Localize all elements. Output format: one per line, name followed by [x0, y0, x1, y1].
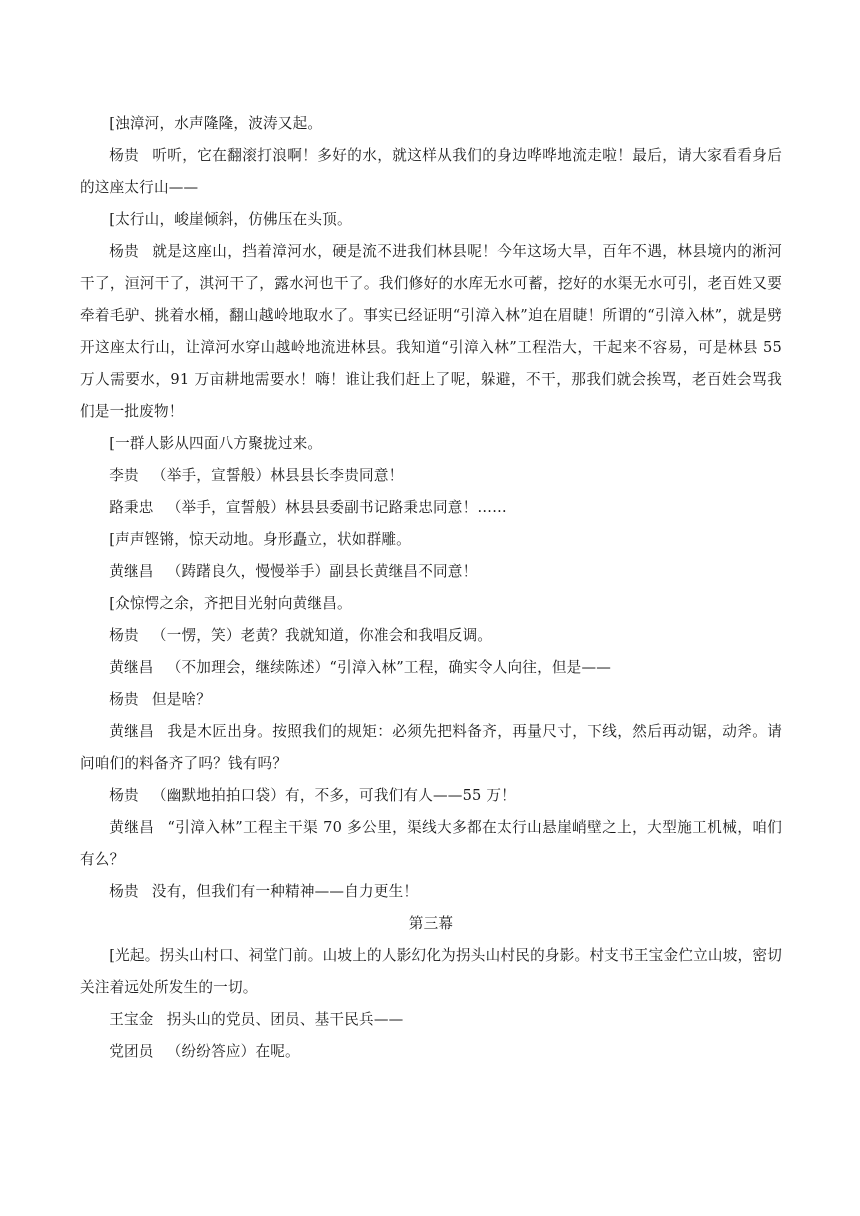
line-text: [一群人影从四面八方聚拢过来。	[109, 435, 323, 452]
speaker-name: 黄继昌	[109, 819, 155, 836]
line-text: [浊漳河，水声隆隆，波涛又起。	[109, 115, 323, 132]
line-text: 我是木匠出身。按照我们的规矩：必须先把料备齐，再量尺寸，下线，然后再动锯，动斧。请问咱们的料备齐了吗？钱有吗？	[80, 723, 782, 772]
dialogue-line	[80, 716, 782, 780]
speaker-name: 杨贵	[109, 243, 140, 260]
speaker-name: 杨贵	[109, 883, 139, 900]
dialogue-line	[80, 876, 782, 908]
stage-direction	[80, 108, 782, 140]
speaker-name: 杨贵	[109, 691, 139, 708]
line-text: 没有，但我们有一种精神——自力更生！	[151, 883, 419, 900]
stage-direction	[80, 524, 782, 556]
line-text: 拐头山的党员、团员、基干民兵——	[166, 1011, 404, 1028]
line-text: （幽默地拍拍口袋）有，不多，可我们有人——55 万！	[151, 787, 516, 804]
line-text: （纷纷答应）在呢。	[166, 1043, 300, 1060]
line-text: [众惊愕之余，齐把目光射向黄继昌。	[109, 595, 352, 612]
speaker-name: 李贵	[109, 467, 139, 484]
line-text: [光起。拐头山村口、祠堂门前。山坡上的人影幻化为拐头山村民的身影。村支书王宝金伫立山坡，密切关注着远处所发生的一切。	[80, 947, 782, 996]
line-text: （不加理会，继续陈述）“引漳入林”工程，确实令人向往，但是——	[166, 659, 612, 676]
line-text: （踌躇良久，慢慢举手）副县长黄继昌不同意！	[166, 563, 478, 580]
speaker-name: 黄继昌	[109, 723, 155, 740]
speaker-name: 路秉忠	[109, 499, 154, 516]
dialogue-line	[80, 460, 782, 492]
line-text: （举手，宣誓般）林县县委副书记路秉忠同意！……	[166, 499, 507, 516]
stage-direction	[80, 204, 782, 236]
line-text: （一愣，笑）老黄？我就知道，你准会和我唱反调。	[151, 627, 493, 644]
speaker-name: 黄继昌	[109, 563, 154, 580]
line-text: [声声铿锵，惊天动地。身形矗立，状如群雕。	[109, 531, 411, 548]
dialogue-line	[80, 652, 782, 684]
line-text: “引漳入林”工程主干渠 70 多公里，渠线大多都在太行山悬崖峭壁之上，大型施工机械，咱们有么？	[80, 819, 782, 868]
line-text: 但是啥？	[151, 691, 212, 708]
dialogue-line	[80, 236, 782, 428]
speaker-name: 黄继昌	[109, 659, 154, 676]
dialogue-line	[80, 1036, 782, 1068]
dialogue-line	[80, 780, 782, 812]
speaker-name: 党团员	[109, 1043, 154, 1060]
stage-direction	[80, 588, 782, 620]
dialogue-line	[80, 812, 782, 876]
dialogue-line	[80, 1004, 782, 1036]
speaker-name: 杨贵	[109, 627, 139, 644]
dialogue-line	[80, 140, 782, 204]
stage-direction	[80, 940, 782, 1004]
dialogue-line	[80, 620, 782, 652]
stage-direction	[80, 428, 782, 460]
line-text: （举手，宣誓般）林县县长李贵同意！	[151, 467, 404, 484]
dialogue-line	[80, 684, 782, 716]
speaker-name: 杨贵	[109, 147, 140, 164]
act-heading: 第三幕	[408, 915, 454, 932]
dialogue-line	[80, 556, 782, 588]
speaker-name: 杨贵	[109, 787, 139, 804]
line-text: [太行山，峻崖倾斜，仿佛压在头顶。	[109, 211, 352, 228]
dialogue-line	[80, 492, 782, 524]
line-text: 听听，它在翻滚打浪啊！多好的水，就这样从我们的身边哗哗地流走啦！最后，请大家看看身后的这座太行山——	[80, 147, 782, 196]
line-text: 就是这座山，挡着漳河水，硬是流不进我们林县呢！今年这场大旱，百年不遇，林县境内的淅河干了，洹河干了，淇河干了，露水河也干了。我们修好的水库无水可蓄，挖好的水渠无水可引，老百姓又要牵着毛驴、挑着水桶，翻山越岭地取水了。事实已经证明“引漳入林”迫在眉睫！所谓的“引漳入林”，就是劈开这座太行山，让漳河水穿山越岭地流进林县。我知道“引漳入林”工程浩大，干起来不容易，可是林县 55 万人需要水，91 万亩耕地需要水！嗨！谁让我们赶上了呢，躲避，不干，那我们就会挨骂，老百姓会骂我们是一批废物！	[80, 243, 782, 420]
speaker-name: 王宝金	[109, 1011, 154, 1028]
script-body	[80, 108, 782, 1068]
